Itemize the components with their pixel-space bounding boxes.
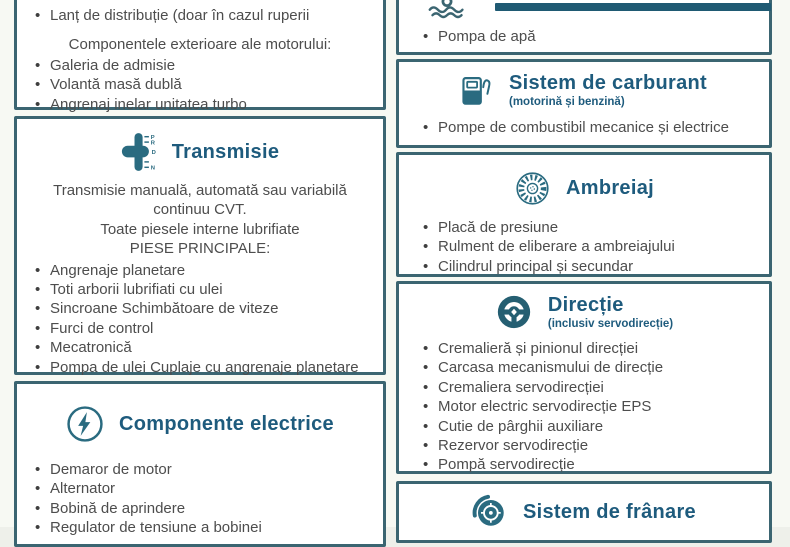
ambreiaj-header bbox=[399, 170, 769, 207]
list-item-text: Alternator bbox=[50, 480, 116, 498]
engine-exterior-subheading: Componentele exterioare ale motorului: bbox=[68, 36, 332, 54]
list-item bbox=[423, 417, 761, 436]
bullet-icon: • bbox=[35, 95, 41, 113]
steering-wheel-icon bbox=[495, 293, 533, 331]
bullet-icon: • bbox=[423, 340, 429, 357]
bullet-icon: • bbox=[35, 56, 41, 74]
section-componente-electrice bbox=[14, 381, 386, 547]
bullet-icon: • bbox=[423, 257, 429, 275]
ambreiaj-title: Ambreiaj bbox=[566, 177, 654, 199]
brake-disc-icon bbox=[472, 494, 508, 530]
directie-list bbox=[399, 339, 769, 475]
svg-text:P: P bbox=[150, 134, 155, 141]
list-item bbox=[423, 237, 761, 256]
transmisie-intro bbox=[17, 181, 383, 259]
list-item-text: Rezervor servodirecție bbox=[438, 437, 589, 455]
list-item bbox=[35, 358, 375, 377]
list-item bbox=[35, 518, 375, 537]
list-item-text: Pompa de ulei Cuplaje cu angrenaje planetare bbox=[50, 358, 359, 376]
cropped-title-bar bbox=[495, 3, 771, 11]
list-item bbox=[423, 118, 761, 137]
list-item-text: Placă de presiune bbox=[438, 219, 559, 236]
list-item-text: Cutie de pârghii auxiliare bbox=[438, 417, 604, 435]
bullet-icon: • bbox=[423, 437, 429, 455]
list-item-text: Angrenaj inelar unitatea turbo bbox=[50, 95, 247, 113]
list-item bbox=[35, 261, 375, 280]
list-item bbox=[35, 479, 375, 498]
engine-top-list bbox=[17, 6, 383, 25]
directie-subtitle: (inclusiv servodirecție) bbox=[547, 317, 674, 330]
list-item-text: Toti arborii lubrifiati cu ulei bbox=[50, 281, 223, 299]
transmisie-header bbox=[17, 132, 383, 172]
list-item-text: Sincroane Schimbătoare de viteze bbox=[50, 300, 279, 318]
list-item-text: Pompă servodirecție bbox=[438, 456, 575, 474]
section-directie bbox=[396, 281, 772, 474]
bullet-icon: • bbox=[35, 7, 41, 24]
svg-text:R: R bbox=[150, 140, 155, 147]
list-item bbox=[35, 460, 375, 479]
list-item bbox=[423, 27, 761, 46]
list-item bbox=[35, 56, 375, 75]
list-item-text: Carcasa mecanismului de direcție bbox=[438, 359, 664, 377]
section-transmisie bbox=[14, 116, 386, 375]
bullet-icon: • bbox=[35, 499, 41, 517]
racire-list bbox=[399, 27, 769, 46]
list-item-text: Volantă masă dublă bbox=[50, 76, 182, 94]
franare-title: Sistem de frânare bbox=[523, 500, 696, 523]
list-item-text: Rulment de eliberare a ambreiajului bbox=[438, 238, 675, 256]
list-item-text: Motor electric servodirecție EPS bbox=[438, 398, 652, 416]
bullet-icon: • bbox=[35, 76, 41, 94]
list-item bbox=[35, 280, 375, 299]
water-waves-icon bbox=[427, 0, 467, 19]
bullet-icon: • bbox=[35, 461, 41, 478]
list-item-text: Cremalieră și pinionul direcției bbox=[438, 340, 639, 357]
list-item-text: Pompe de combustibil mecanice și electrice bbox=[438, 119, 729, 136]
list-item bbox=[35, 499, 375, 518]
directie-title-block bbox=[548, 294, 673, 331]
clutch-disc-icon bbox=[514, 170, 551, 207]
svg-text:D: D bbox=[151, 149, 156, 156]
list-item bbox=[423, 455, 761, 474]
list-item bbox=[423, 218, 761, 237]
bullet-icon: • bbox=[35, 480, 41, 498]
section-racire bbox=[396, 0, 772, 55]
lightning-circle-icon bbox=[66, 405, 104, 443]
section-franare bbox=[396, 481, 772, 543]
list-item-text: Bobină de aprindere bbox=[50, 499, 186, 517]
carburant-list bbox=[399, 118, 769, 137]
bullet-icon: • bbox=[423, 28, 429, 45]
ambreiaj-list bbox=[399, 218, 769, 276]
list-item bbox=[423, 358, 761, 377]
list-item-text: Galeria de admisie bbox=[50, 56, 176, 74]
list-item bbox=[35, 6, 375, 25]
list-item-text: Demaror de motor bbox=[50, 461, 172, 478]
directie-title: Direcție bbox=[547, 293, 624, 316]
bullet-icon: • bbox=[35, 339, 41, 357]
bullet-icon: • bbox=[35, 300, 41, 318]
bullet-icon: • bbox=[423, 398, 429, 416]
list-item bbox=[423, 397, 761, 416]
gear-shifter-icon bbox=[121, 132, 157, 172]
bullet-icon: • bbox=[35, 519, 41, 537]
list-item bbox=[35, 319, 375, 338]
section-carburant bbox=[396, 59, 772, 148]
transmisie-list bbox=[17, 261, 383, 377]
list-item bbox=[423, 378, 761, 397]
componente-electrice-title: Componente electrice bbox=[119, 412, 334, 435]
bullet-icon: • bbox=[423, 456, 429, 474]
bullet-icon: • bbox=[423, 417, 429, 435]
list-item-text: Lanț de distribuție (doar în cazul ruperii bbox=[50, 7, 310, 24]
componente-electrice-header bbox=[17, 405, 383, 443]
bullet-icon: • bbox=[423, 378, 429, 396]
list-item bbox=[35, 95, 375, 114]
engine-exterior-list bbox=[17, 56, 383, 114]
list-item-text: Angrenaje planetare bbox=[50, 261, 186, 279]
bullet-icon: • bbox=[35, 261, 41, 279]
list-item bbox=[423, 436, 761, 455]
fuel-pump-icon bbox=[461, 73, 494, 108]
directie-header bbox=[399, 293, 769, 331]
list-item bbox=[423, 257, 761, 276]
bullet-icon: • bbox=[35, 319, 41, 337]
intro-line: Toate piesele interne lubrifiate bbox=[100, 220, 300, 238]
svg-text:N: N bbox=[150, 165, 155, 172]
intro-line: Transmisie manuală, automată sau variabilă continuu CVT. bbox=[53, 182, 347, 219]
list-item bbox=[35, 75, 375, 94]
list-item bbox=[35, 338, 375, 357]
list-item-text: Pompa de apă bbox=[438, 28, 536, 45]
section-engine-exterior bbox=[14, 0, 386, 113]
list-item-text: Regulator de tensiune a bobinei bbox=[50, 519, 262, 537]
section-ambreiaj bbox=[396, 152, 772, 277]
bullet-icon: • bbox=[35, 281, 41, 299]
list-item-text: Cremaliera servodirecției bbox=[438, 378, 604, 396]
transmisie-title: Transmisie bbox=[171, 140, 280, 163]
bullet-icon: • bbox=[423, 238, 429, 256]
carburant-title: Sistem de carburant bbox=[509, 72, 707, 94]
list-item-text: Mecatronică bbox=[50, 339, 132, 357]
carburant-header bbox=[399, 72, 769, 109]
carburant-subtitle: (motorină și benzină) bbox=[509, 96, 625, 108]
franare-header bbox=[399, 494, 769, 530]
bullet-icon: • bbox=[423, 219, 429, 236]
bullet-icon: • bbox=[423, 359, 429, 377]
intro-line: PIESE PRINCIPALE: bbox=[129, 240, 271, 258]
list-item-text: Cilindrul principal și secundar bbox=[438, 257, 634, 275]
carburant-title-block bbox=[509, 72, 707, 109]
componente-electrice-list bbox=[17, 460, 383, 538]
list-item bbox=[423, 339, 761, 358]
bullet-icon: • bbox=[35, 358, 41, 376]
list-item-text: Furci de control bbox=[50, 319, 154, 337]
list-item bbox=[35, 299, 375, 318]
bullet-icon: • bbox=[423, 119, 429, 136]
